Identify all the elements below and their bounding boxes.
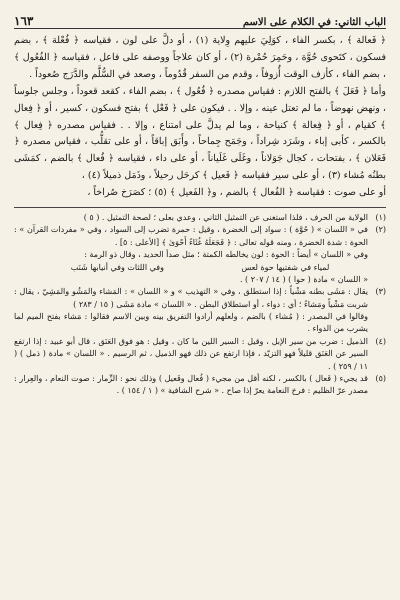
paragraph: أو على صوت : فقياسه ﴿ الفُعال ﴾ بالضم ، و﴿ الفَعيل ﴾ (٥) ؛ كصَرَخ صُراخاً ، [87,187,386,199]
footnote [14,311,386,336]
footnote [14,224,386,249]
poem-hemistich: وفي اللثات وفي أنيابها شَنَب [70,262,164,272]
poem-hemistich: لمياء في شفتيها حوة لعس [241,262,330,272]
footnote-text: يقال : مَشَى بطنه مَشْياً : إذا استطلق ، وفي « التهذيب » و « اللسان » : المَشاء والمَشُو والمَشِيّ ، يقال : شربت مَشْياً ومَشاءً ؛ أي : دواء ، أو استطلاق البطن . « اللسان » مادة مَشَى ( ١٥ / ٢٨٣ ) [14,287,368,309]
footnote-number: (٥) [375,373,386,383]
chapter-title: الباب الثاني: في الكلام على الاسم [242,17,386,28]
page-header [14,0,386,29]
footnote-number [368,311,386,336]
footnote [14,212,386,224]
poem-source-text: « اللسان » مادة ( حوا ) ( ١٤ / ٢٠٧ ) . [239,274,368,284]
paragraph: وأما ﴿ فَعَلَ ﴾ بالفتح اللازم : فقياس مصدره ﴿ فُعُول ﴾ ، بضم الفاء ، كقعد قعوداً ، وجلس جلوساً ، ونهض نهوضاً ، ما لم تعتل عينه ، وإلا . . فيكون على ﴿ فَعْل ﴾ بفتح فسكون ، كسير ، أو ﴿ فِعال ﴾ كقيام ، أو ﴿ فِعالة ﴾ كنياحة ، وما لم يدلَّ على امتناع ، وإلا . . فقياس مصدره ﴿ فِعال ﴾ بالكسر ، كأبى إباء ، وشَرَد شِراداً ، وجَمَح جِماحاً ، وأَبَق إباقاً ، أو على تقلُّب ، فقياس مصدره ﴿ فَعَلان ﴾ ، بفتحات ، كجال جَوَلاناً ، وغَلَى غَلَياناً ، أو على داء ، فقياسه ﴿ فُعال ﴾ بالضم ، كمَشَى بطنُه مُشاء (٣) ، أو على سير فقياسه ﴿ فَعيل ﴾ كرحَل رحيلاً ، وذَمَل ذميلاً (٤) ، [14,85,386,182]
footnote-text: وقالوا في المصدر : ( مُشاء ) بالضم ، ولعلهم أرادوا التفريق بينه وبين الاسم فقالوا : مَشاء بفتح الميم لما يشرب من الدواء . [14,311,368,334]
footnote-text: الولاية من الحرف ، فلذا استغنى عن التمثيل الثاني ، وعدي بعلى ؛ لصحة التمثيل . ( ٥ ) [83,213,368,223]
main-text [14,29,386,202]
footnote [14,286,386,311]
footnote [14,336,386,373]
footnote [14,249,386,261]
footnote-text: في « اللسان » ( حُوَّة ) : سواد إلى الخضرة ، وقيل : حمرة تضرب إلى السواد ، وفي « مفردات القرآن » : الحوة : شدة الخضرة ، ومنه قوله تعالى : ﴿ فَجَعَلَهُ غُثَاءً أَحْوَىٰ ﴾ [الأعلى : ٥] . [14,225,368,247]
footnote-text: وفي « اللسان » أيضاً : الحوة : لون يخالطه الكمتة ؛ مثل صدأ الحديد ، وقال ذو الرمة : [84,250,368,260]
footnote-number: (٤) [375,336,386,346]
footnote [14,373,386,398]
paragraph: ﴿ فَعالة ﴾ ، بكسر الفاء ، كوَلِيَ عليهم وِلاية (١) ، أو دلَّ على لون ، فقياسه ﴿ فُعْلة ﴾ ، بضم فسكون ، كتَحوى حُوَّة ، وحَمِرَ حُمْرة (٢) ، أو كان علاجاً ووصفه على فاعل ، فقياسه ﴿ الفُعُول ﴾ ، بضم الفاء ، كأزف الوقت أُزوفاً ، وقدم من السفر قُدُوماً ، وصعد في السُّلَّم والدَّرَج صُعوداً . [14,35,387,80]
poem-source [14,274,386,286]
footnotes [14,212,386,398]
footnote-text: قد يجيء ( فَعال ) بالكسر ، لكنه أقل من مجيء ( فُعال وفَعيل ) وذلك نحو : الزِّمار : صوت النعام ، والعِرار : مصدر عرّ الظليم : فرخ النعامة يعرّ إذا صاح . « شرح الشافية » ( ١ / ١٥٤ ) . [14,373,368,396]
footnote-number: (٢) [375,225,386,235]
footnote-text: الذميل : ضرب من سير الإبل ، وقيل : السير اللين ما كان ، وقيل : هو فوق العَنَق ، قال أبو عبيد : إذا ارتفع السير عن العَنَق قليلاً فهو التزيّد ، فإذا ارتفع عن ذلك فهو الذميل ، ثم الرسيم . « اللسان » مادة ( ذمل ) ( ١١ / ٢٥٩ ) . [14,336,368,371]
footnote-number: (٣) [375,287,386,297]
footnote-number: (١) [375,213,386,223]
footnote-divider [14,207,386,208]
poem-verse [32,262,368,274]
page-number: ١٦٣ [14,14,34,28]
footnote-number [368,249,386,261]
